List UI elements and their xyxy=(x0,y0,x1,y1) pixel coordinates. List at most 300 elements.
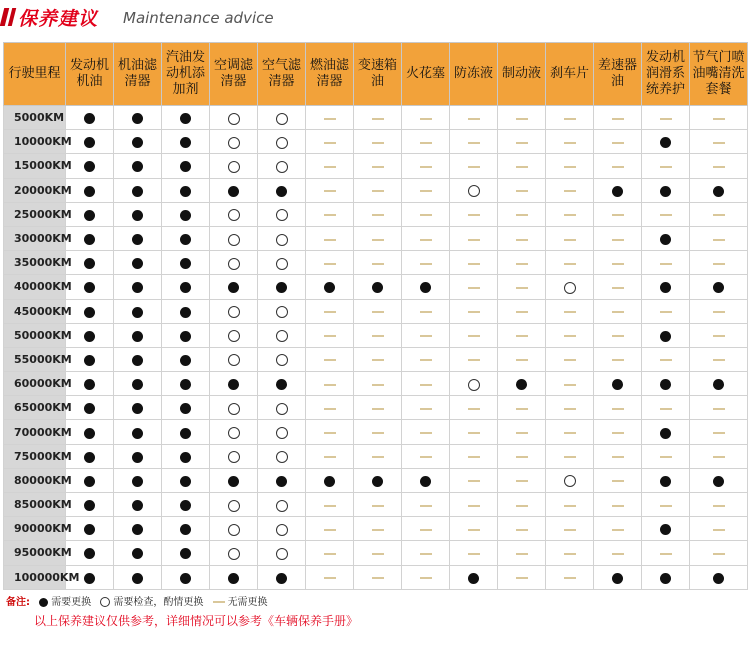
status-cell xyxy=(210,541,258,565)
status-cell xyxy=(354,299,402,323)
dash-icon xyxy=(420,166,432,168)
status-cell xyxy=(402,178,450,202)
section-banner xyxy=(0,0,750,36)
status-cell xyxy=(66,202,114,226)
dash-icon xyxy=(660,505,672,507)
status-cell xyxy=(210,299,258,323)
status-cell xyxy=(354,517,402,541)
open-circle-icon xyxy=(228,524,240,536)
status-cell xyxy=(306,154,354,178)
dash-icon xyxy=(420,239,432,241)
status-cell xyxy=(546,130,594,154)
table-row xyxy=(4,275,748,299)
filled-circle-icon xyxy=(713,186,724,197)
status-cell xyxy=(114,420,162,444)
status-cell xyxy=(402,565,450,589)
status-cell xyxy=(66,130,114,154)
status-cell xyxy=(114,468,162,492)
filled-circle-icon xyxy=(84,403,95,414)
status-cell xyxy=(594,275,642,299)
status-cell xyxy=(690,178,748,202)
dash-icon xyxy=(468,529,480,531)
filled-circle-icon xyxy=(180,476,191,487)
open-circle-icon xyxy=(228,500,240,512)
status-cell xyxy=(306,468,354,492)
filled-circle-icon xyxy=(180,307,191,318)
status-cell xyxy=(594,444,642,468)
status-cell xyxy=(66,541,114,565)
status-cell xyxy=(354,106,402,130)
status-cell xyxy=(210,372,258,396)
table-header-row xyxy=(4,43,748,106)
status-cell xyxy=(258,468,306,492)
open-circle-icon xyxy=(228,306,240,318)
dash-icon xyxy=(612,166,624,168)
dash-icon xyxy=(564,553,576,555)
status-cell xyxy=(546,178,594,202)
status-cell xyxy=(306,130,354,154)
status-cell xyxy=(450,299,498,323)
status-cell xyxy=(642,130,690,154)
filled-circle-icon xyxy=(468,573,479,584)
filled-circle-icon xyxy=(713,379,724,390)
filled-circle-icon xyxy=(84,258,95,269)
status-cell xyxy=(642,468,690,492)
status-cell xyxy=(210,493,258,517)
filled-circle-icon xyxy=(84,548,95,559)
dash-icon xyxy=(564,190,576,192)
dash-icon xyxy=(564,505,576,507)
status-cell xyxy=(642,396,690,420)
mileage-cell: 10000KM xyxy=(4,130,66,154)
status-cell xyxy=(114,299,162,323)
status-cell xyxy=(642,106,690,130)
dash-icon xyxy=(468,359,480,361)
status-cell xyxy=(498,202,546,226)
open-circle-icon xyxy=(276,113,288,125)
dash-icon xyxy=(612,553,624,555)
status-cell xyxy=(498,154,546,178)
status-cell xyxy=(594,178,642,202)
open-circle-icon xyxy=(276,403,288,415)
status-cell xyxy=(498,468,546,492)
status-cell xyxy=(594,226,642,250)
status-cell xyxy=(258,106,306,130)
dash-icon xyxy=(660,166,672,168)
dash-icon xyxy=(516,287,528,289)
status-cell xyxy=(498,275,546,299)
status-cell xyxy=(114,444,162,468)
dash-icon xyxy=(468,505,480,507)
status-cell xyxy=(162,420,210,444)
dash-icon xyxy=(612,432,624,434)
status-cell xyxy=(258,420,306,444)
dash-icon xyxy=(516,214,528,216)
filled-circle-icon xyxy=(660,137,671,148)
filled-circle-icon xyxy=(180,113,191,124)
filled-circle-icon xyxy=(84,307,95,318)
status-cell xyxy=(594,420,642,444)
dash-icon xyxy=(612,239,624,241)
column-header: 机油滤清器 xyxy=(114,43,162,106)
dash-icon xyxy=(713,166,725,168)
dash-icon xyxy=(213,601,225,603)
filled-circle-icon xyxy=(713,476,724,487)
open-circle-icon xyxy=(276,354,288,366)
column-header: 差速器油 xyxy=(594,43,642,106)
dash-icon xyxy=(612,263,624,265)
dash-icon xyxy=(468,456,480,458)
status-cell xyxy=(450,275,498,299)
filled-circle-icon xyxy=(713,282,724,293)
dash-icon xyxy=(420,553,432,555)
status-cell xyxy=(66,493,114,517)
dash-icon xyxy=(420,359,432,361)
status-cell xyxy=(258,226,306,250)
dash-icon xyxy=(516,118,528,120)
status-cell xyxy=(114,372,162,396)
status-cell xyxy=(402,468,450,492)
column-header: 发动机润滑系统养护 xyxy=(642,43,690,106)
table-row xyxy=(4,178,748,202)
filled-circle-icon xyxy=(180,403,191,414)
filled-circle-icon xyxy=(180,210,191,221)
dash-icon xyxy=(372,190,384,192)
dash-icon xyxy=(324,577,336,579)
status-cell xyxy=(642,444,690,468)
status-cell xyxy=(546,226,594,250)
open-circle-icon xyxy=(276,524,288,536)
status-cell xyxy=(354,251,402,275)
open-circle-icon xyxy=(468,379,480,391)
status-cell xyxy=(258,130,306,154)
status-cell xyxy=(162,541,210,565)
dash-icon xyxy=(516,359,528,361)
filled-circle-icon xyxy=(372,282,383,293)
status-cell xyxy=(642,420,690,444)
column-header: 火花塞 xyxy=(402,43,450,106)
dash-icon xyxy=(660,311,672,313)
status-cell xyxy=(354,275,402,299)
status-cell xyxy=(258,493,306,517)
dash-icon xyxy=(324,190,336,192)
dash-icon xyxy=(324,311,336,313)
status-cell xyxy=(306,202,354,226)
status-cell xyxy=(114,106,162,130)
status-cell xyxy=(498,541,546,565)
filled-circle-icon xyxy=(84,428,95,439)
filled-circle-icon xyxy=(660,186,671,197)
status-cell xyxy=(642,323,690,347)
dash-icon xyxy=(468,142,480,144)
status-cell xyxy=(690,251,748,275)
dash-icon xyxy=(713,408,725,410)
status-cell xyxy=(114,541,162,565)
filled-circle-icon xyxy=(228,573,239,584)
status-cell xyxy=(450,420,498,444)
mileage-cell: 20000KM xyxy=(4,178,66,202)
dash-icon xyxy=(612,142,624,144)
status-cell xyxy=(402,420,450,444)
filled-circle-icon xyxy=(132,428,143,439)
status-cell xyxy=(210,275,258,299)
status-cell xyxy=(642,517,690,541)
dash-icon xyxy=(516,577,528,579)
mileage-cell: 85000KM xyxy=(4,493,66,517)
filled-circle-icon xyxy=(276,573,287,584)
dash-icon xyxy=(660,214,672,216)
dash-icon xyxy=(516,480,528,482)
status-cell xyxy=(66,154,114,178)
status-cell xyxy=(450,565,498,589)
status-cell xyxy=(498,251,546,275)
status-cell xyxy=(690,493,748,517)
filled-circle-icon xyxy=(132,282,143,293)
filled-circle-icon xyxy=(84,573,95,584)
status-cell xyxy=(306,251,354,275)
status-cell xyxy=(306,178,354,202)
status-cell xyxy=(210,396,258,420)
dash-icon xyxy=(516,311,528,313)
mileage-cell: 30000KM xyxy=(4,226,66,250)
legend-full-text: 需要更换 xyxy=(51,597,92,608)
mileage-cell: 65000KM xyxy=(4,396,66,420)
status-cell xyxy=(642,299,690,323)
table-row xyxy=(4,493,748,517)
filled-circle-icon xyxy=(660,476,671,487)
filled-circle-icon xyxy=(180,500,191,511)
open-circle-icon xyxy=(276,500,288,512)
open-circle-icon xyxy=(228,258,240,270)
mileage-cell: 75000KM xyxy=(4,444,66,468)
dash-icon xyxy=(372,359,384,361)
dash-icon xyxy=(516,335,528,337)
dash-icon xyxy=(564,263,576,265)
status-cell xyxy=(642,154,690,178)
status-cell xyxy=(690,299,748,323)
maintenance-table xyxy=(3,42,748,590)
status-cell xyxy=(594,130,642,154)
status-cell xyxy=(498,323,546,347)
dash-icon xyxy=(420,529,432,531)
table-row xyxy=(4,396,748,420)
filled-circle-icon xyxy=(228,379,239,390)
dash-icon xyxy=(324,263,336,265)
dash-icon xyxy=(612,480,624,482)
dash-icon xyxy=(420,214,432,216)
status-cell xyxy=(642,226,690,250)
status-cell xyxy=(354,202,402,226)
dash-icon xyxy=(372,408,384,410)
status-cell xyxy=(690,565,748,589)
status-cell xyxy=(498,347,546,371)
open-circle-icon xyxy=(228,548,240,560)
status-cell xyxy=(594,517,642,541)
status-cell xyxy=(66,299,114,323)
status-cell xyxy=(114,323,162,347)
status-cell xyxy=(690,275,748,299)
status-cell xyxy=(306,299,354,323)
status-cell xyxy=(66,226,114,250)
open-circle-icon xyxy=(228,137,240,149)
mileage-cell: 95000KM xyxy=(4,541,66,565)
dash-icon xyxy=(468,263,480,265)
filled-circle-icon xyxy=(324,476,335,487)
filled-circle-icon xyxy=(132,234,143,245)
status-cell xyxy=(690,420,748,444)
status-cell xyxy=(210,130,258,154)
dash-icon xyxy=(564,311,576,313)
status-cell xyxy=(210,226,258,250)
status-cell xyxy=(546,493,594,517)
status-cell xyxy=(594,541,642,565)
filled-circle-icon xyxy=(84,379,95,390)
column-header: 行驶里程 xyxy=(4,43,66,106)
status-cell xyxy=(498,396,546,420)
status-cell xyxy=(162,202,210,226)
status-cell xyxy=(114,347,162,371)
status-cell xyxy=(258,202,306,226)
dash-icon xyxy=(372,456,384,458)
dash-icon xyxy=(420,408,432,410)
dash-icon xyxy=(713,359,725,361)
status-cell xyxy=(450,493,498,517)
status-cell xyxy=(162,396,210,420)
dash-icon xyxy=(324,239,336,241)
title-cn: 保养建议 xyxy=(18,8,99,30)
status-cell xyxy=(546,106,594,130)
dash-icon xyxy=(564,432,576,434)
filled-circle-icon xyxy=(84,186,95,197)
filled-circle-icon xyxy=(84,355,95,366)
status-cell xyxy=(594,347,642,371)
status-cell xyxy=(66,323,114,347)
status-cell xyxy=(354,444,402,468)
filled-circle-icon xyxy=(420,476,431,487)
dash-icon xyxy=(564,239,576,241)
legend-check-text: 需要检查，酌情更换 xyxy=(113,597,204,608)
filled-circle-icon xyxy=(132,500,143,511)
status-cell xyxy=(354,565,402,589)
status-cell xyxy=(162,178,210,202)
dash-icon xyxy=(612,408,624,410)
status-cell xyxy=(306,226,354,250)
table-row xyxy=(4,565,748,589)
status-cell xyxy=(210,347,258,371)
filled-circle-icon xyxy=(612,186,623,197)
status-cell xyxy=(162,565,210,589)
filled-circle-icon xyxy=(276,379,287,390)
status-cell xyxy=(66,396,114,420)
status-cell xyxy=(450,130,498,154)
status-cell xyxy=(546,154,594,178)
status-cell xyxy=(258,154,306,178)
dash-icon xyxy=(516,166,528,168)
status-cell xyxy=(114,202,162,226)
status-cell xyxy=(66,372,114,396)
open-circle-icon xyxy=(468,185,480,197)
filled-circle-icon xyxy=(180,452,191,463)
table-row xyxy=(4,517,748,541)
status-cell xyxy=(642,541,690,565)
dash-icon xyxy=(612,214,624,216)
table-row xyxy=(4,130,748,154)
status-cell xyxy=(546,396,594,420)
status-cell xyxy=(258,372,306,396)
open-circle-icon xyxy=(276,234,288,246)
dash-icon xyxy=(468,432,480,434)
mileage-cell: 45000KM xyxy=(4,299,66,323)
filled-circle-icon xyxy=(180,258,191,269)
filled-circle-icon xyxy=(84,524,95,535)
status-cell xyxy=(306,396,354,420)
dash-icon xyxy=(612,456,624,458)
status-cell xyxy=(66,517,114,541)
status-cell xyxy=(402,541,450,565)
open-circle-icon xyxy=(564,475,576,487)
status-cell xyxy=(114,251,162,275)
dash-icon xyxy=(372,311,384,313)
open-circle-icon xyxy=(228,234,240,246)
status-cell xyxy=(450,396,498,420)
status-cell xyxy=(402,251,450,275)
dash-icon xyxy=(713,335,725,337)
dash-icon xyxy=(612,505,624,507)
status-cell xyxy=(66,178,114,202)
status-cell xyxy=(306,106,354,130)
dash-icon xyxy=(564,577,576,579)
open-circle-icon xyxy=(228,427,240,439)
status-cell xyxy=(162,493,210,517)
dash-icon xyxy=(324,408,336,410)
open-circle-icon xyxy=(228,113,240,125)
dash-icon xyxy=(372,214,384,216)
column-header: 制动液 xyxy=(498,43,546,106)
filled-circle-icon xyxy=(132,524,143,535)
dash-icon xyxy=(468,553,480,555)
status-cell xyxy=(402,323,450,347)
legend-none-text: 无需更换 xyxy=(227,597,268,608)
filled-circle-icon xyxy=(84,500,95,511)
open-circle-icon xyxy=(228,403,240,415)
open-circle-icon xyxy=(276,451,288,463)
status-cell xyxy=(498,299,546,323)
status-cell xyxy=(258,517,306,541)
filled-circle-icon xyxy=(84,137,95,148)
dash-icon xyxy=(564,118,576,120)
status-cell xyxy=(114,226,162,250)
column-header: 刹车片 xyxy=(546,43,594,106)
dash-icon xyxy=(420,335,432,337)
status-cell xyxy=(354,226,402,250)
status-cell xyxy=(450,541,498,565)
status-cell xyxy=(402,299,450,323)
status-cell xyxy=(402,130,450,154)
mileage-cell: 55000KM xyxy=(4,347,66,371)
dash-icon xyxy=(564,384,576,386)
dash-icon xyxy=(612,311,624,313)
dash-icon xyxy=(713,529,725,531)
dash-icon xyxy=(468,239,480,241)
status-cell xyxy=(690,226,748,250)
status-cell xyxy=(546,468,594,492)
status-cell xyxy=(450,178,498,202)
status-cell xyxy=(210,251,258,275)
open-circle-icon xyxy=(276,137,288,149)
table-row xyxy=(4,106,748,130)
status-cell xyxy=(594,565,642,589)
status-cell xyxy=(402,493,450,517)
